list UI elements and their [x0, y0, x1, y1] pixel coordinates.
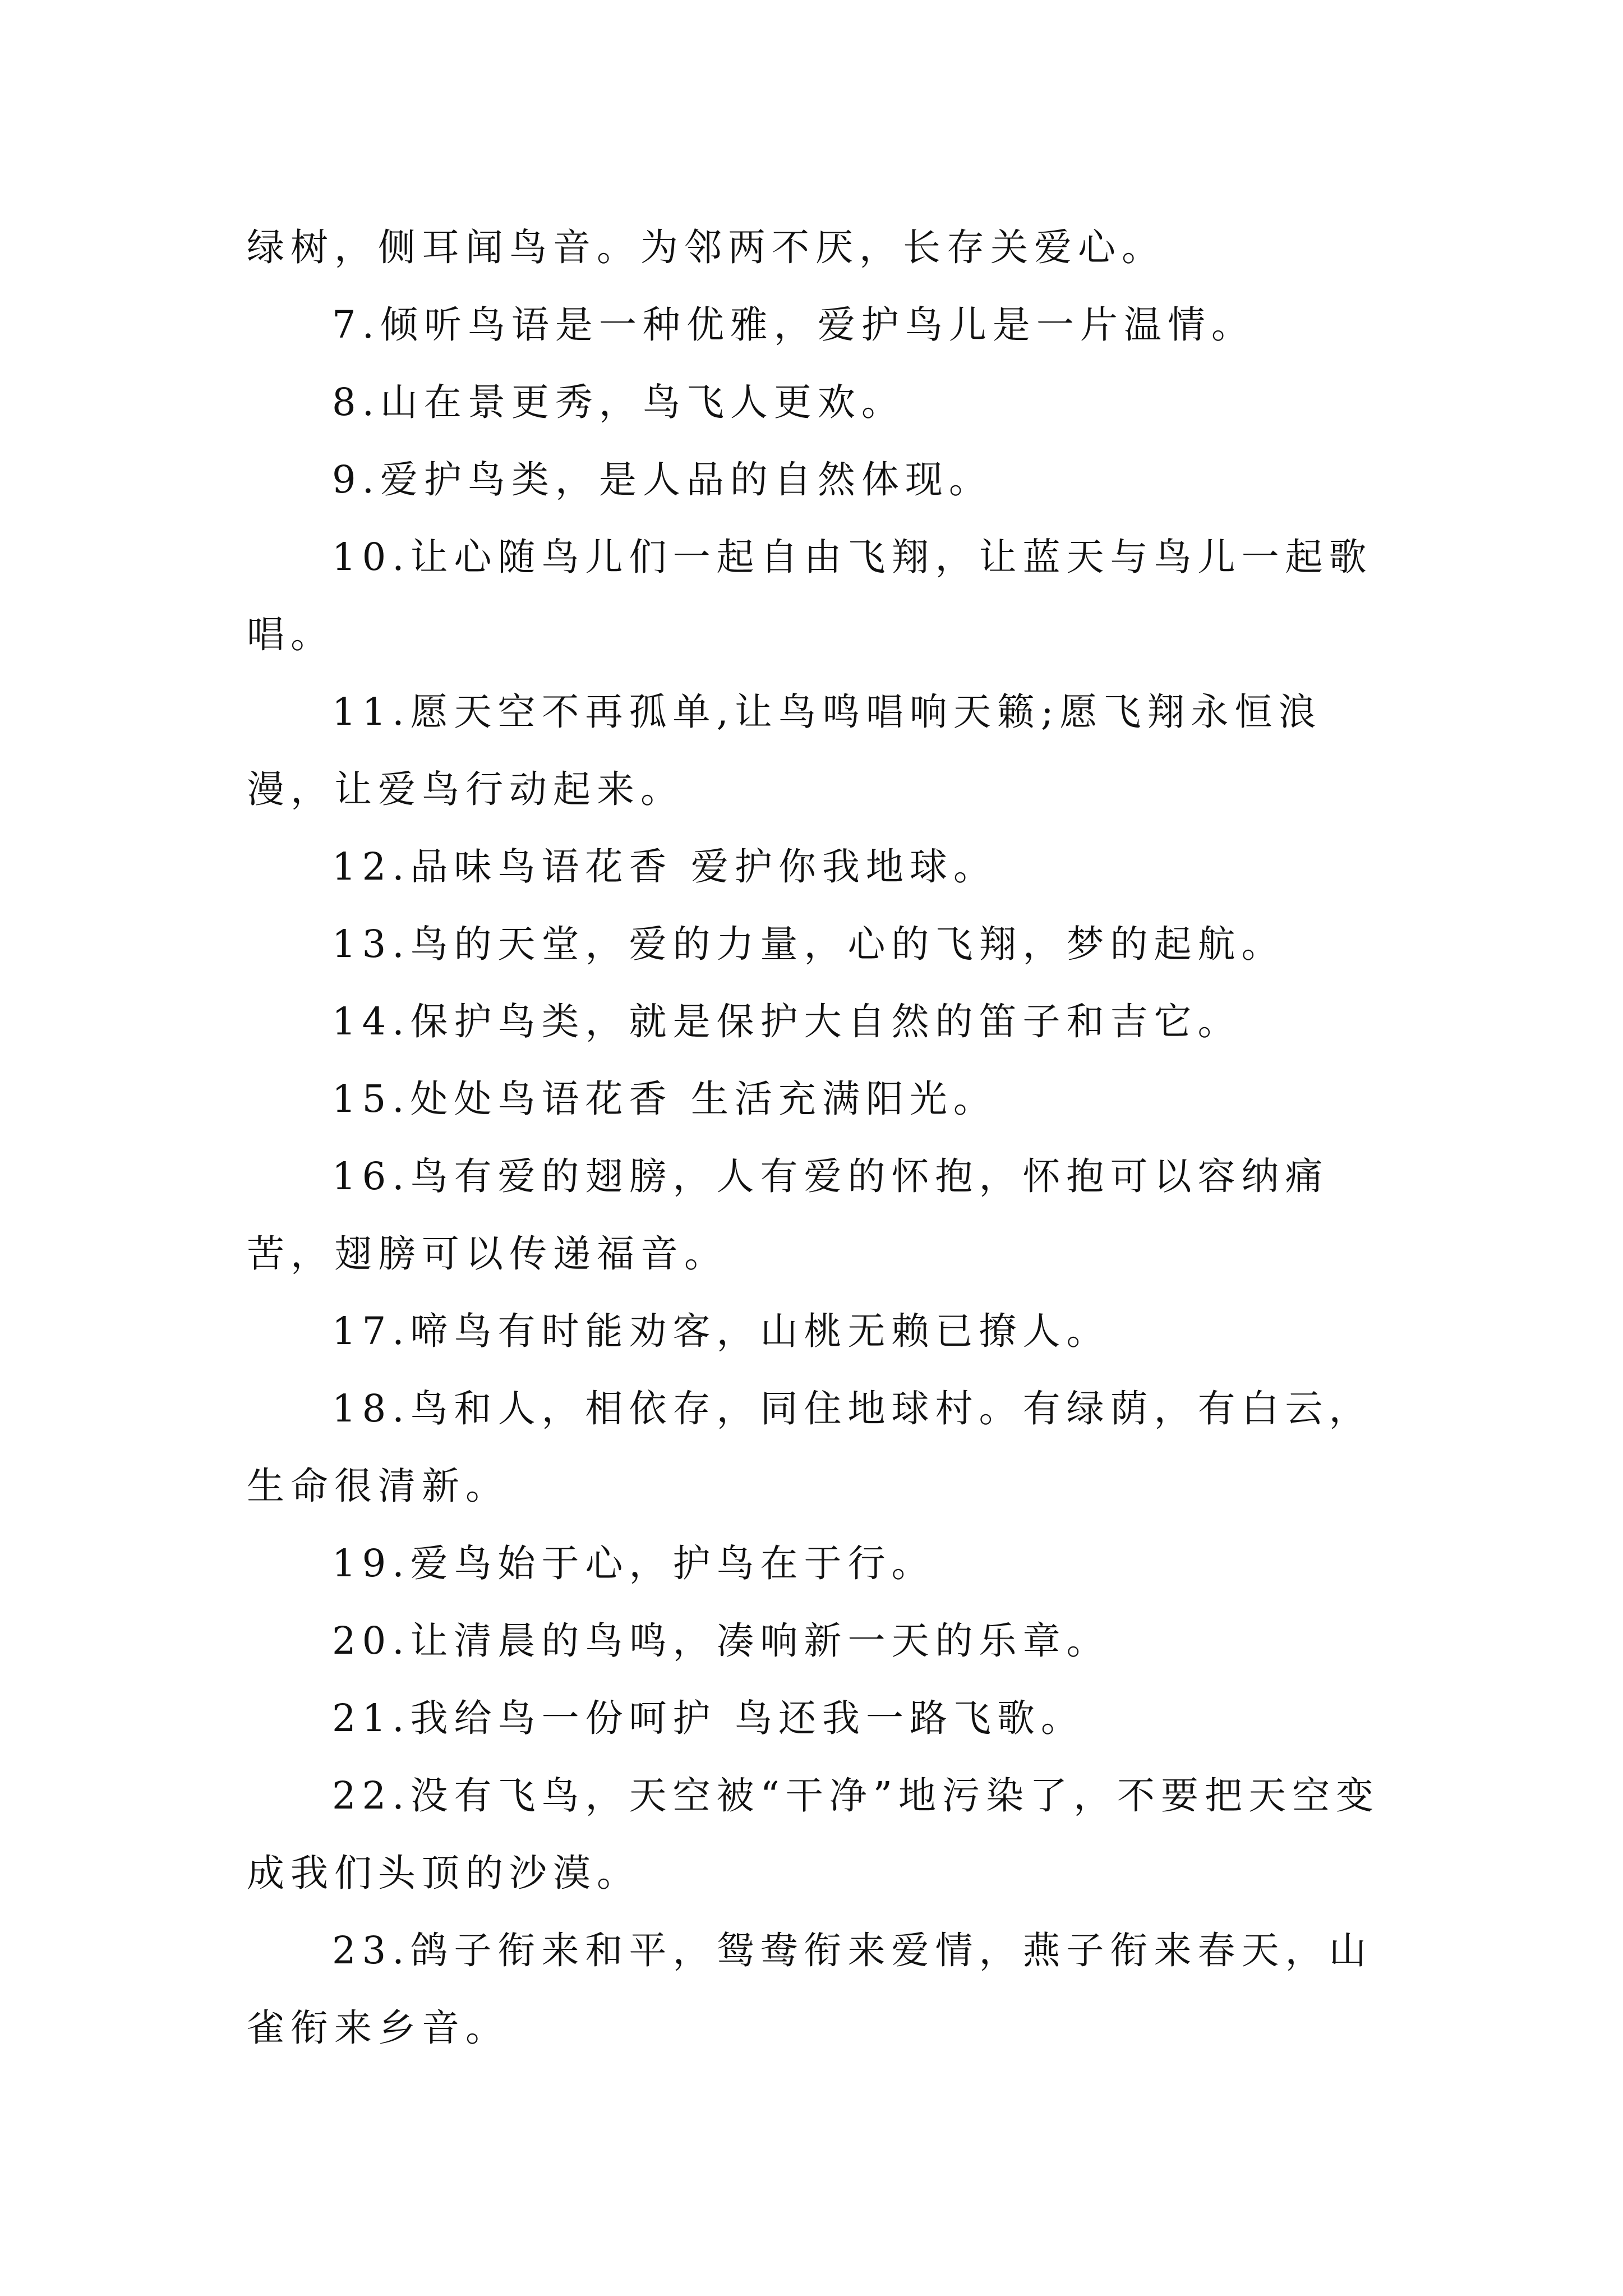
paragraph-slogan-16: 16.鸟有爱的翅膀，人有爱的怀抱，怀抱可以容纳痛苦，翅膀可以传递福音。 — [247, 1154, 1329, 1276]
paragraph-slogan-17: 17.啼鸟有时能劝客，山桃无赖已撩人。 — [332, 1309, 1110, 1353]
document-body — [247, 209, 1387, 2067]
paragraph-slogan-13: 13.鸟的天堂，爱的力量，心的飞翔，梦的起航。 — [332, 922, 1285, 966]
paragraph-slogan-9: 9.爱护鸟类，是人品的自然体现。 — [332, 458, 993, 501]
paragraph-slogan-18: 18.鸟和人，相依存，同住地球村。有绿荫，有白云，生命很清新。 — [247, 1387, 1373, 1508]
paragraph-slogan-11: 11.愿天空不再孤单,让鸟鸣唱响天籁;愿飞翔永恒浪漫，让爱鸟行动起来。 — [247, 690, 1322, 811]
paragraph-slogan-12: 12.品味鸟语花香 爱护你我地球。 — [332, 845, 997, 889]
paragraph-slogan-14: 14.保护鸟类，就是保护大自然的笛子和吉它。 — [332, 1000, 1242, 1043]
paragraph-slogan-22: 22.没有飞鸟，天空被“干净”地污染了，不要把天空变成我们头顶的沙漠。 — [247, 1774, 1380, 1895]
paragraph-slogan-23: 23.鸽子衔来和平，鸳鸯衔来爱情，燕子衔来春天，山雀衔来乡音。 — [247, 1929, 1373, 2050]
paragraph-continued: 绿树，侧耳闻鸟音。为邻两不厌，长存关爱心。 — [247, 226, 1165, 269]
paragraph-slogan-10: 10.让心随鸟儿们一起自由飞翔，让蓝天与鸟儿一起歌唱。 — [247, 535, 1373, 656]
paragraph-slogan-15: 15.处处鸟语花香 生活充满阳光。 — [332, 1077, 997, 1121]
paragraph-slogan-21: 21.我给鸟一份呵护 鸟还我一路飞歌。 — [332, 1696, 1085, 1740]
paragraph-slogan-19: 19.爱鸟始于心，护鸟在于行。 — [332, 1542, 935, 1585]
paragraph-slogan-20: 20.让清晨的鸟鸣，凑响新一天的乐章。 — [332, 1619, 1110, 1663]
paragraph-slogan-8: 8.山在景更秀，鸟飞人更欢。 — [332, 380, 905, 424]
paragraph-slogan-7: 7.倾听鸟语是一种优雅，爱护鸟儿是一片温情。 — [332, 303, 1255, 347]
